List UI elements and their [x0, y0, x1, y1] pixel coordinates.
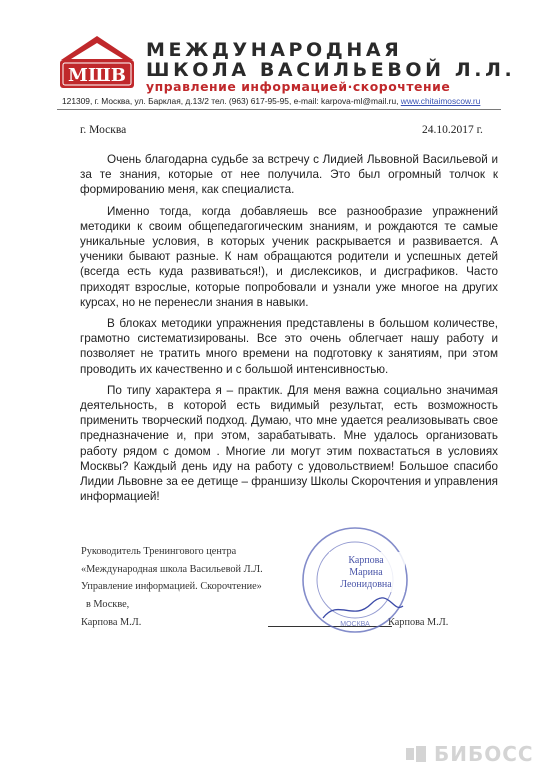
school-logo: [57, 34, 137, 92]
signature-role-line1: Руководитель Тренингового центра: [81, 546, 237, 557]
watermark: [400, 740, 558, 768]
signature-name-right: Карпова М.Л.: [388, 617, 449, 628]
school-subtitle: управление информацией·скорочтение: [146, 79, 451, 94]
watermark-logo-icon: [406, 746, 426, 762]
stamp-name3: Леонидовна: [340, 579, 392, 590]
logo-text: МШВ: [68, 65, 126, 86]
paragraph-3: В блоках методики упражнения представлены в большом количестве, грамотно систематизированы. Все это очень облегчает нашу работу и позволяет не тратить много времени на подготовку к занятиям, при этом проводить их качественно и с большой интенсивностью.: [80, 317, 498, 376]
signature-name-left: Карпова М.Л.: [81, 617, 142, 628]
paragraph-2: Именно тогда, когда добавляешь все разнообразие упражнений методики к своим общепедагогическим знаниям, и рождаются те самые уникальные условия, в которых ученик раскрывается и развивается. А ученики бывают разные. К нам обращаются родители и успешных детей (всегда есть куда развиваться!), и дислексиков, и дисграфиков. Часто приходят взрослые, которые попробовали и узнали уже многое на других курсах, но не перенесли знания в навыки.: [80, 204, 498, 309]
header-divider: [57, 109, 501, 110]
contacts-address: 121309, г. Москва, ул. Барклая, д.13/2 тел. (963) 617-95-95, e-mail: karpova-ml@mail.ru,: [62, 96, 399, 106]
letter-body: [80, 152, 498, 510]
signature-role-line2: «Международная школа Васильевой Л.Л.: [81, 564, 263, 575]
stamp-city: МОСКВА: [340, 621, 370, 628]
signature-role-line4: в Москве,: [86, 599, 130, 610]
website-link[interactable]: www.chitaimoscow.ru: [400, 96, 481, 106]
letter-date: 24.10.2017 г.: [422, 124, 483, 136]
stamp-name2: Марина: [349, 567, 383, 578]
paragraph-4: По типу характера я – практик. Для меня важна социально значимая деятельность, в которой есть видимый результат, есть возможность применить творческий подход. Думаю, что мне удается реализовывать свое предназначение и, при этом, зарабатывать. Мне удалось организовать работу рядом с домом . Многие ли могут этим похвастаться в условиях Москвы? Каждый день иду на работу с удовольствием! Большое спасибо Лидии Львовне за ее детище – франшизу Школы Скорочтения и управления информацией!: [80, 383, 498, 504]
school-name-line1: МЕЖДУНАРОДНАЯ: [146, 39, 403, 61]
paragraph-1: Очень благодарна судьбе за встречу с Лидией Львовной Васильевой и за те знания, которые от нее получила. Это был огромный толчок к формированию меня, как специалиста.: [80, 153, 498, 197]
signature-role-line3: Управление информацией. Скорочтение»: [81, 581, 262, 592]
letter-city: г. Москва: [80, 124, 127, 136]
watermark-text: БИБОСС: [434, 742, 534, 766]
handwritten-signature: [323, 598, 403, 618]
contacts-line: [62, 96, 480, 107]
school-name-line2: ШКОЛА ВАСИЛЬЕВОЙ Л.Л.: [146, 59, 516, 81]
stamp-name1: Карпова: [348, 555, 384, 566]
official-stamp: [283, 522, 433, 642]
